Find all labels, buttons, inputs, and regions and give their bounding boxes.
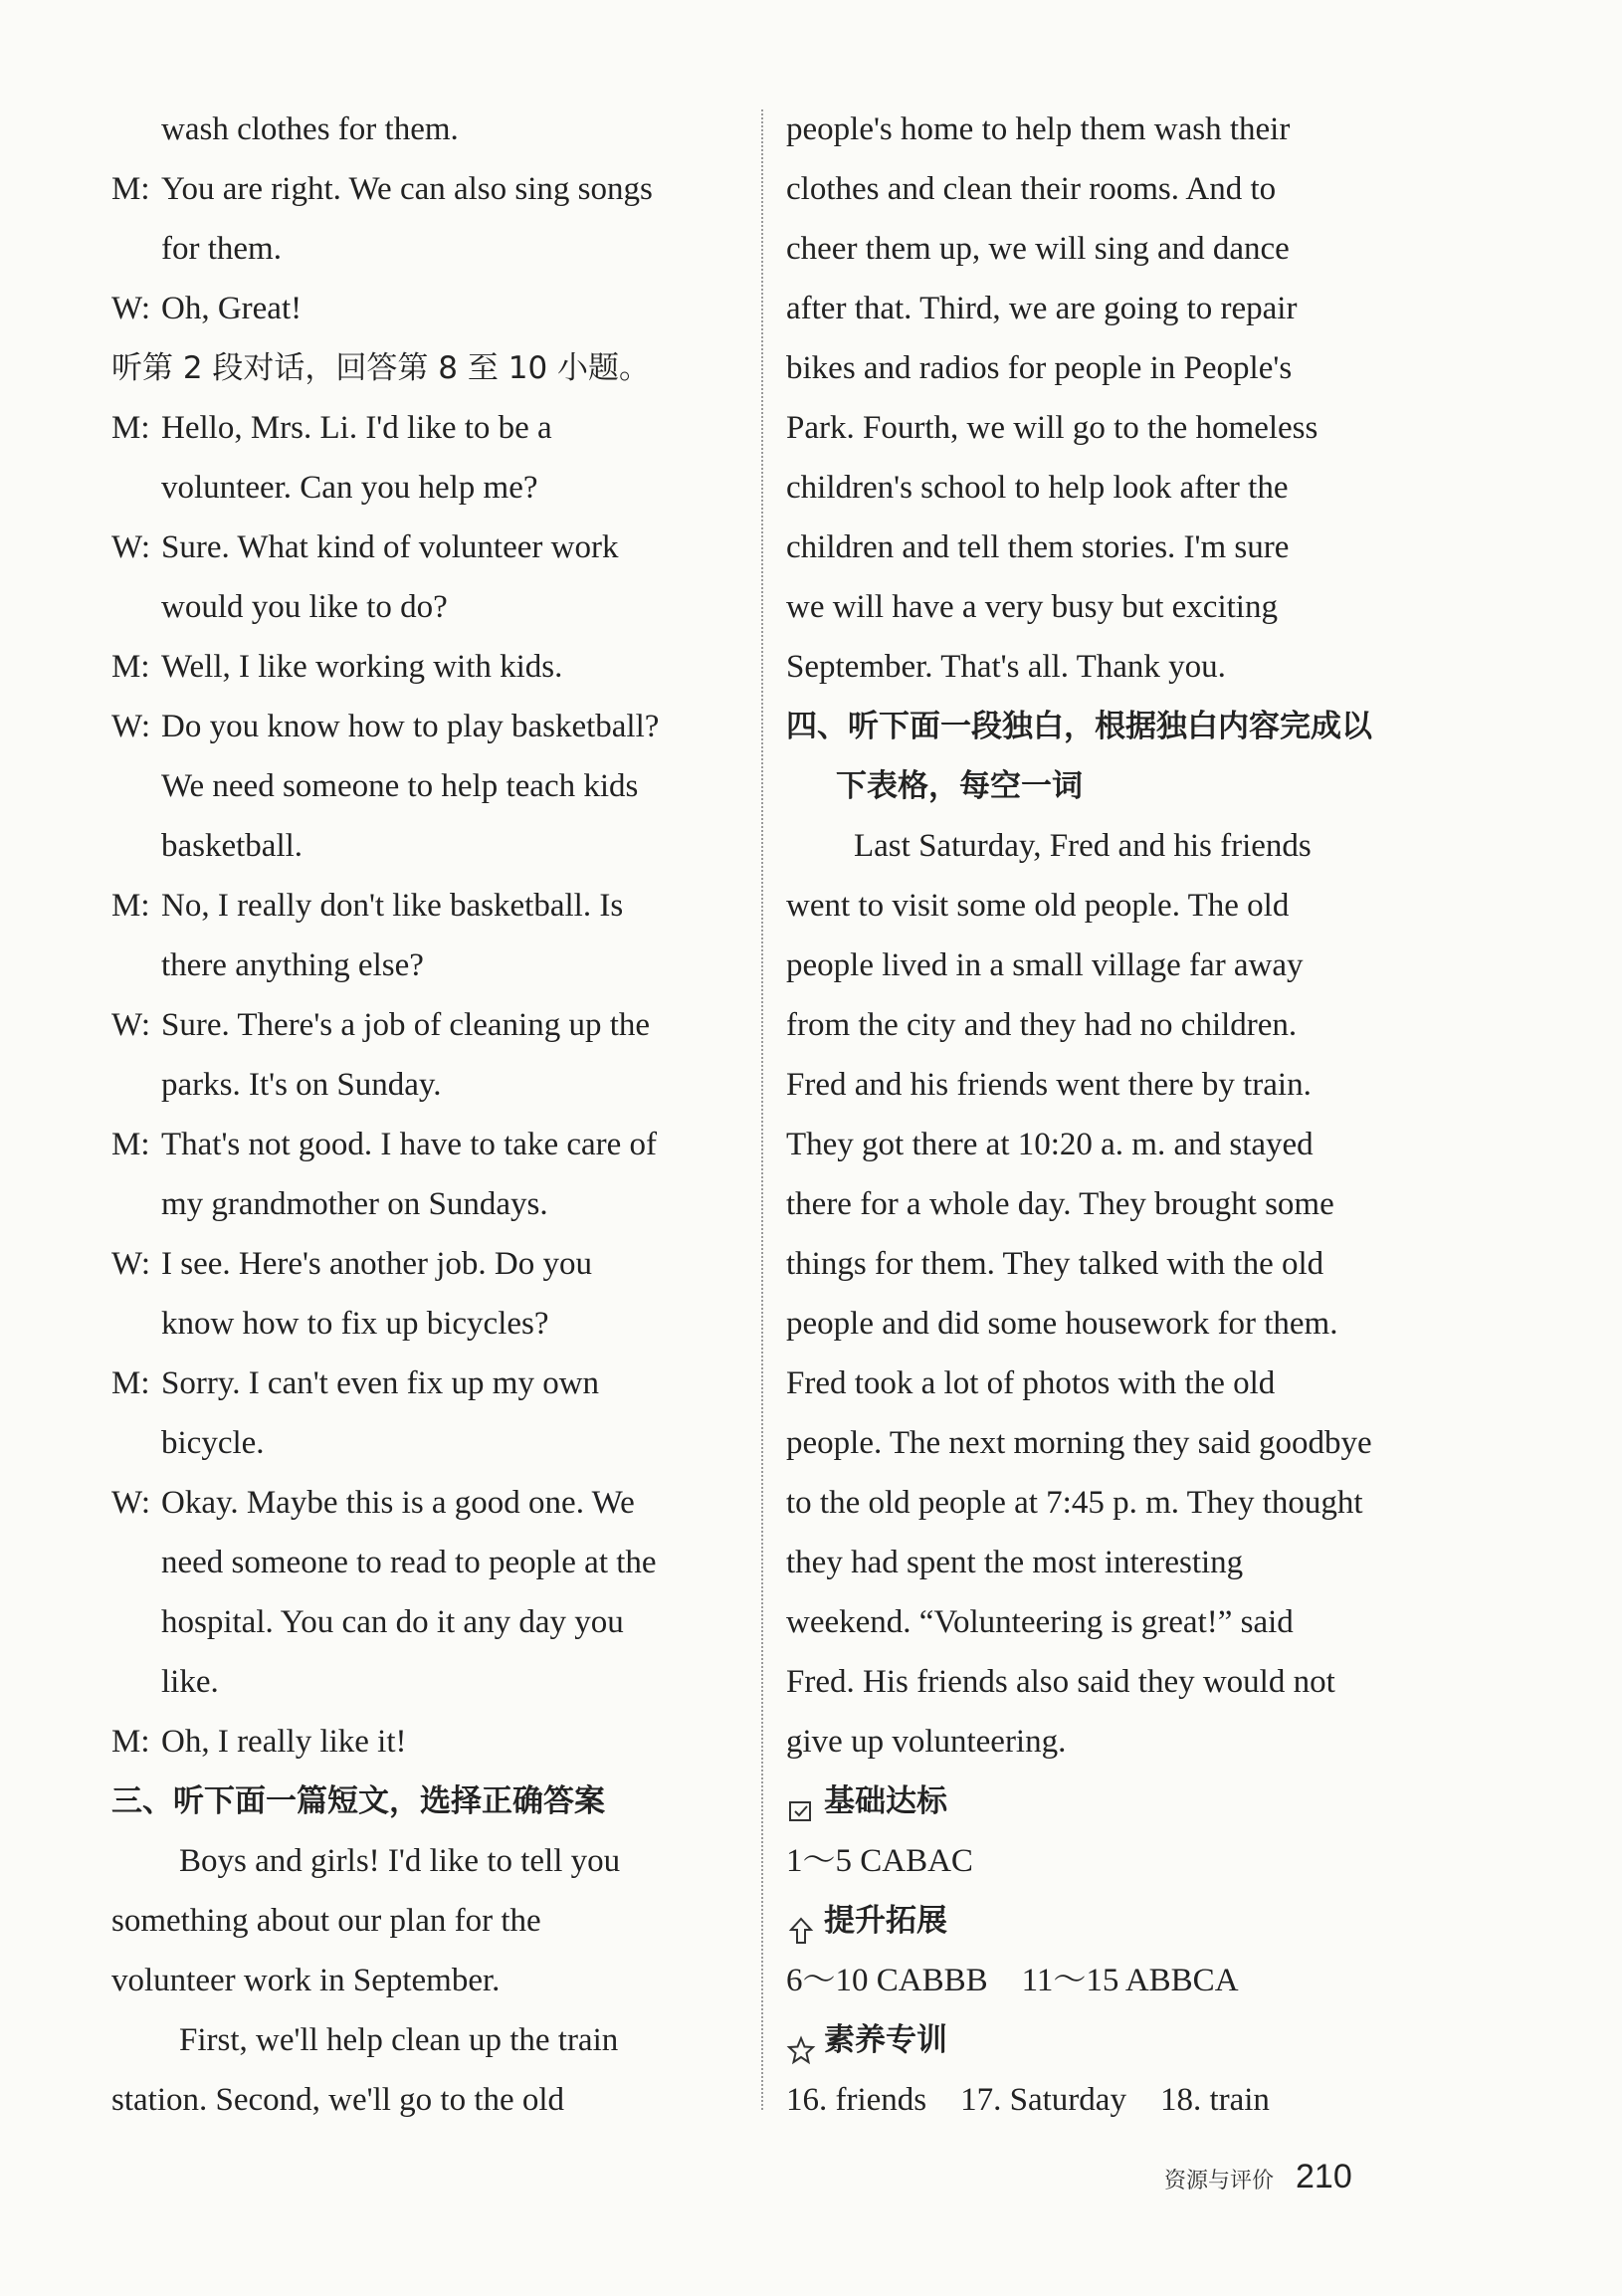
star-icon <box>786 2025 816 2055</box>
speaker-label: M: <box>111 649 150 685</box>
text-line: something about our plan for the <box>111 1903 541 1939</box>
text-line: Fred and his friends went there by train. <box>786 1067 1312 1103</box>
text-line: things for them. They talked with the old <box>786 1246 1324 1282</box>
text-line: clothes and clean their rooms. And to <box>786 171 1277 207</box>
text-line: They got there at 10:20 a. m. and stayed <box>786 1127 1314 1162</box>
dialogue-text: Oh, Great! <box>161 291 303 326</box>
dialogue-line <box>111 637 740 697</box>
text-line: give up volunteering. <box>786 1724 1067 1760</box>
text-line: We need someone to help teach kids <box>161 768 639 804</box>
dialogue-line <box>111 697 740 756</box>
text-line: to the old people at 7:45 p. m. They thought <box>786 1485 1363 1521</box>
text-line: bicycle. <box>161 1425 265 1461</box>
text-line: people. The next morning they said goodbye <box>786 1425 1372 1461</box>
dialogue-text: Sorry. I can't even fix up my own <box>161 1365 600 1401</box>
page-footer <box>1164 2158 1352 2196</box>
dialogue-text: Hello, Mrs. Li. I'd like to be a <box>161 410 552 446</box>
text-line: cheer them up, we will sing and dance <box>786 231 1290 267</box>
dialogue-text: You are right. We can also sing songs <box>161 171 653 207</box>
text-line: there anything else? <box>161 947 424 983</box>
basic-answers: 1～5 CABAC <box>786 1843 973 1879</box>
dialogue-line <box>111 518 740 577</box>
section-improve-title: 提升拓展 <box>824 1903 947 1939</box>
literacy-answers <box>786 2070 1419 2130</box>
section-heading: 三、听下面一篇短文，选择正确答案 <box>111 1783 605 1819</box>
speaker-label: W: <box>111 1007 151 1043</box>
dialogue-line <box>111 995 740 1055</box>
text-line: people lived in a small village far away <box>786 947 1304 983</box>
text-line: need someone to read to people at the <box>161 1545 657 1580</box>
section-heading-cont: 下表格，每空一词 <box>836 768 1083 804</box>
text-line: after that. Third, we are going to repair <box>786 291 1298 326</box>
right-column <box>786 100 1419 2130</box>
dialogue-line <box>111 876 740 936</box>
dialogue-line <box>111 279 740 338</box>
speaker-label: M: <box>111 1724 150 1760</box>
column-divider <box>761 109 763 2110</box>
speaker-label: M: <box>111 1365 150 1401</box>
text-line: we will have a very busy but exciting <box>786 589 1278 625</box>
text-line: Park. Fourth, we will go to the homeless <box>786 410 1318 446</box>
arrow-up-icon <box>786 1906 816 1936</box>
speaker-label: W: <box>111 709 151 744</box>
improve-answers <box>786 1951 1419 2010</box>
dialogue-line <box>111 1712 740 1772</box>
text-line: volunteer work in September. <box>111 1963 501 1998</box>
speaker-label: W: <box>111 1246 151 1282</box>
text-line: they had spent the most interesting <box>786 1545 1244 1580</box>
text-line: there for a whole day. They brought some <box>786 1186 1334 1222</box>
section-basic-heading <box>786 1772 1419 1831</box>
text-line: basketball. <box>161 828 304 864</box>
text-line: station. Second, we'll go to the old <box>111 2082 565 2118</box>
text-line: children and tell them stories. I'm sure <box>786 529 1290 565</box>
dialogue-line <box>111 1354 740 1413</box>
speaker-label: M: <box>111 1127 150 1162</box>
left-column <box>111 100 740 2130</box>
dialogue-text: I see. Here's another job. Do you <box>161 1246 592 1282</box>
text-line: for them. <box>161 231 282 267</box>
text-line: children's school to help look after the <box>786 470 1289 506</box>
text-line: September. That's all. Thank you. <box>786 649 1226 685</box>
section-heading: 四、听下面一段独白，根据独白内容完成以 <box>786 709 1372 744</box>
speaker-label: M: <box>111 410 150 446</box>
section-basic-title: 基础达标 <box>824 1783 947 1819</box>
speaker-label: M: <box>111 171 150 207</box>
text-line: bikes and radios for people in People's <box>786 350 1293 386</box>
answer-group: 6～10 CABBB <box>786 1963 988 1998</box>
text-line: hospital. You can do it any day you <box>161 1604 624 1640</box>
answer-item: 17. Saturday <box>960 2082 1126 2118</box>
book-check-icon <box>786 1786 816 1816</box>
text-line: my grandmother on Sundays. <box>161 1186 548 1222</box>
text-line: Last Saturday, Fred and his friends <box>854 828 1312 864</box>
text-line: First, we'll help clean up the train <box>179 2022 619 2058</box>
speaker-label: M: <box>111 888 150 924</box>
text-line: like. <box>161 1664 219 1700</box>
dialogue-text: That's not good. I have to take care of <box>161 1127 658 1162</box>
dialogue-text: Oh, I really like it! <box>161 1724 407 1760</box>
page-number: 210 <box>1296 2158 1352 2195</box>
answer-item: 16. friends <box>786 2082 927 2118</box>
text-line: Fred took a lot of photos with the old <box>786 1365 1276 1401</box>
section-literacy-title: 素养专训 <box>824 2022 947 2058</box>
text-line: people and did some housework for them. <box>786 1306 1338 1342</box>
section-improve-heading <box>786 1891 1419 1951</box>
text-line: wash clothes for them. <box>161 111 459 147</box>
dialogue-text: Sure. There's a job of cleaning up the <box>161 1007 651 1043</box>
dialogue-line <box>111 398 740 458</box>
dialogue-line <box>111 1115 740 1174</box>
dialogue-line <box>111 1473 740 1533</box>
speaker-label: W: <box>111 529 151 565</box>
instruction-line: 听第 2 段对话，回答第 8 至 10 小题。 <box>111 350 651 386</box>
text-line: parks. It's on Sunday. <box>161 1067 442 1103</box>
text-line: weekend. “Volunteering is great!” said <box>786 1604 1294 1640</box>
text-line: went to visit some old people. The old <box>786 888 1290 924</box>
text-line: Fred. His friends also said they would not <box>786 1664 1335 1700</box>
dialogue-text: No, I really don't like basketball. Is <box>161 888 624 924</box>
text-line: Boys and girls! I'd like to tell you <box>179 1843 621 1879</box>
speaker-label: W: <box>111 1485 151 1521</box>
speaker-label: W: <box>111 291 151 326</box>
text-line: would you like to do? <box>161 589 448 625</box>
text-line: from the city and they had no children. <box>786 1007 1298 1043</box>
dialogue-text: Well, I like working with kids. <box>161 649 563 685</box>
section-literacy-heading <box>786 2010 1419 2070</box>
dialogue-line <box>111 159 740 219</box>
dialogue-text: Sure. What kind of volunteer work <box>161 529 619 565</box>
answer-item: 18. train <box>1159 2082 1270 2118</box>
dialogue-text: Okay. Maybe this is a good one. We <box>161 1485 635 1521</box>
footer-label: 资源与评价 <box>1164 2169 1275 2193</box>
text-line: people's home to help them wash their <box>786 111 1291 147</box>
answer-group: 11～15 ABBCA <box>1021 1963 1239 1998</box>
dialogue-text: Do you know how to play basketball? <box>161 709 660 744</box>
dialogue-line <box>111 1234 740 1294</box>
text-line: know how to fix up bicycles? <box>161 1306 549 1342</box>
text-line: volunteer. Can you help me? <box>161 470 538 506</box>
